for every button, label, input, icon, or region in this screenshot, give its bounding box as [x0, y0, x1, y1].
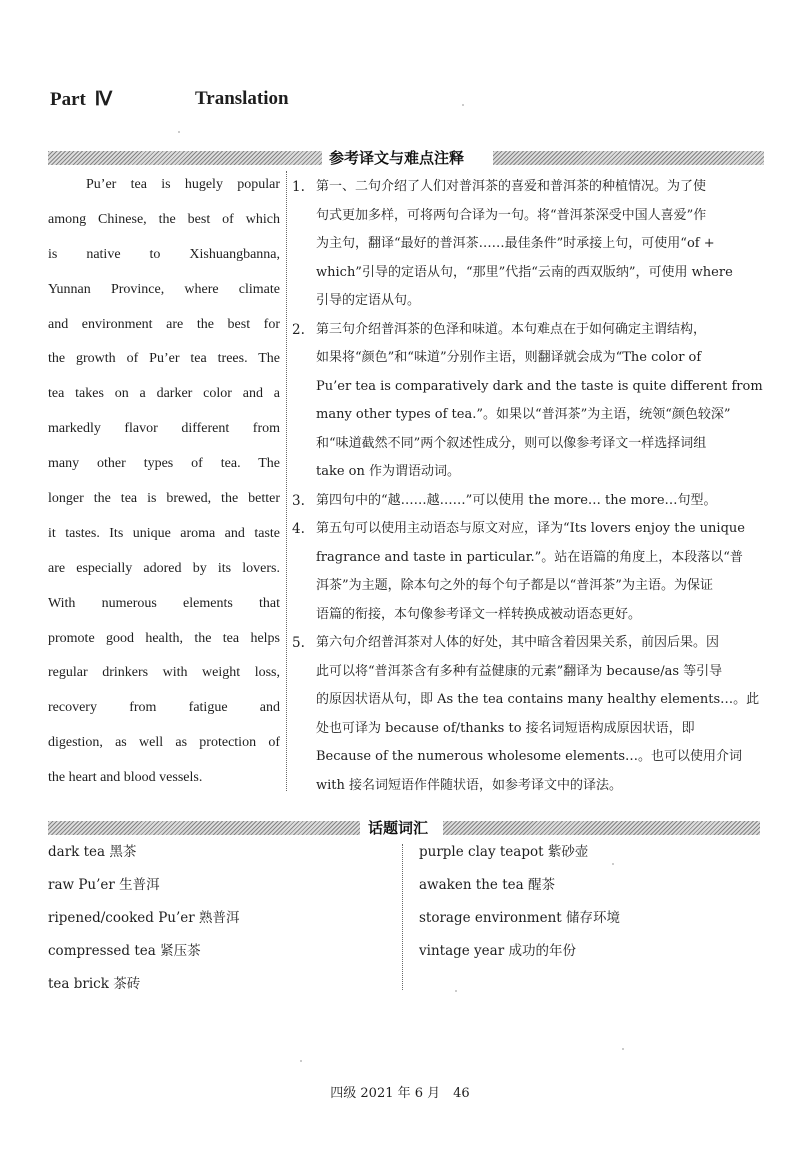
note-number: 3.: [292, 492, 305, 509]
scan-speck: [622, 1048, 624, 1050]
translation-line: many other types of tea. The: [48, 456, 280, 472]
note-line: 此可以将“普洱茶含有多种有益健康的元素”翻译为 because/as 等引导: [316, 663, 723, 679]
note-line: 第四句中的“越……越……”可以使用 the more… the more…句型。: [316, 492, 717, 508]
vocab-item: raw Pu’er 生普洱: [48, 877, 160, 893]
part-number: Ⅳ: [94, 89, 113, 110]
translation-line: regular drinkers with weight loss,: [48, 665, 280, 681]
translation-text: [48, 172, 280, 800]
note-number: 2.: [292, 321, 305, 338]
note-line: with 接名词短语作伴随状语，如参考译文中的译法。: [316, 777, 623, 793]
vocab-item: compressed tea 紧压茶: [48, 943, 201, 959]
translation-line: it tastes. Its unique aroma and taste: [48, 525, 280, 541]
translation-line: tea takes on a darker color and a: [48, 386, 280, 402]
translation-line: among Chinese, the best of which: [48, 211, 280, 227]
note-line: 第一、二句介绍了人们对普洱茶的喜爱和普洱茶的种植情况。为了使: [316, 179, 707, 194]
note-line: Pu’er tea is comparatively dark and the taste is quite different from: [316, 378, 763, 394]
note-line: 第三句介绍普洱茶的色泽和味道。本句难点在于如何确定主谓结构，: [316, 321, 707, 337]
page-footer: 四级 2021 年 6 月 46: [330, 1086, 470, 1101]
note-line: 如果将“颜色”和“味道”分别作主语，则翻译就会成为“The color of: [316, 350, 702, 365]
note-number: 4.: [292, 521, 305, 537]
notes-header-title: 参考译文与难点注释: [329, 149, 465, 167]
vocab-item: awaken the tea 醒茶: [419, 877, 555, 893]
note-line: 语篇的衔接，本句像参考译文一样转换成被动语态更好。: [316, 606, 642, 622]
note-line: 引导的定语从句。: [316, 293, 421, 308]
translation-line: is native to Xishuangbanna,: [48, 246, 280, 262]
vocab-list-left: [48, 836, 388, 1001]
note-line: 和“味道截然不同”两个叙述性成分，则可以像参考译文一样选择词组: [316, 435, 707, 451]
scan-speck: [178, 131, 180, 133]
note-line: fragrance and taste in particular.”。站在语篇的角度上，本段落以“普: [316, 549, 743, 565]
note-item: [292, 629, 764, 800]
note-item: [292, 515, 764, 629]
note-line: 为主句，翻译“最好的普洱茶……最佳条件”时承接上句，可使用“of +: [316, 236, 715, 251]
part-heading: [50, 88, 289, 111]
scan-speck: [612, 863, 614, 865]
note-line: 洱茶”为主题，除本句之外的每个句子都是以“普洱茶”为主语。为保证: [316, 578, 713, 593]
scan-speck: [462, 104, 464, 106]
note-line: many other types of tea.”。如果以“普洱茶”为主语，统领“颜色较深”: [316, 407, 731, 422]
notes-header-band: [48, 151, 764, 165]
vocab-item: ripened/cooked Pu’er 熟普洱: [48, 910, 240, 926]
note-line: 第六句介绍普洱茶对人体的好处，其中暗含着因果关系，前因后果。因: [316, 635, 720, 650]
note-item: [292, 316, 764, 487]
vocab-header-title: 话题词汇: [368, 819, 429, 837]
column-divider: [286, 171, 287, 791]
vocab-item: storage environment 储存环境: [419, 910, 621, 926]
band-hatch-right: [443, 821, 760, 835]
note-line: 第五句可以使用主动语态与原文对应，译为“Its lovers enjoy the unique: [316, 521, 745, 536]
translation-line: recovery from fatigue and: [48, 700, 280, 716]
translation-line: promote good health, the tea helps: [48, 630, 280, 646]
vocab-list-right: [419, 836, 759, 968]
notes-list: [292, 173, 764, 800]
translation-line: Yunnan Province, where climate: [48, 281, 280, 297]
note-line: 的原因状语从句，即 As the tea contains many healthy elements…。此: [316, 692, 760, 707]
band-hatch-left: [48, 821, 360, 835]
vocab-item: vintage year 成功的年份: [419, 943, 576, 959]
note-line: take on 作为谓语动词。: [316, 464, 461, 479]
note-item: [292, 487, 764, 516]
part-label: Part: [50, 89, 86, 110]
note-line: Because of the numerous wholesome elements…。也可以使用介词: [316, 749, 742, 764]
translation-line: longer the tea is brewed, the better: [48, 491, 280, 507]
translation-line: and environment are the best for: [48, 316, 280, 332]
vocab-divider: [402, 844, 403, 990]
translation-line: are especially adored by its lovers.: [48, 560, 280, 576]
note-line: 处也可译为 because of/thanks to 接名词短语构成原因状语，即: [316, 720, 695, 736]
scan-speck: [455, 990, 457, 992]
vocab-item: tea brick 茶砖: [48, 976, 141, 992]
vocab-item: purple clay teapot 紫砂壶: [419, 844, 589, 860]
translation-line: markedly flavor different from: [48, 421, 280, 437]
note-number: 5.: [292, 635, 305, 651]
translation-line: the growth of Pu’er tea trees. The: [48, 351, 280, 367]
translation-line: the heart and blood vessels.: [48, 770, 203, 786]
scan-speck: [300, 1060, 302, 1062]
translation-line: digestion, as well as protection of: [48, 735, 280, 751]
note-item: [292, 173, 764, 316]
translation-line: Pu’er tea is hugely popular: [86, 177, 280, 192]
note-line: which”引导的定语从句，“那里”代指“云南的西双版纳”，可使用 where: [316, 264, 733, 280]
band-hatch-left: [48, 151, 322, 165]
translation-line: With numerous elements that: [48, 595, 280, 611]
note-line: 句式更加多样，可将两句合译为一句。将“普洱茶深受中国人喜爱”作: [316, 207, 707, 223]
vocab-header-band: [48, 821, 760, 835]
vocab-item: dark tea 黑茶: [48, 844, 137, 860]
section-title: Translation: [195, 88, 289, 109]
note-number: 1.: [292, 179, 305, 195]
band-hatch-right: [493, 151, 764, 165]
